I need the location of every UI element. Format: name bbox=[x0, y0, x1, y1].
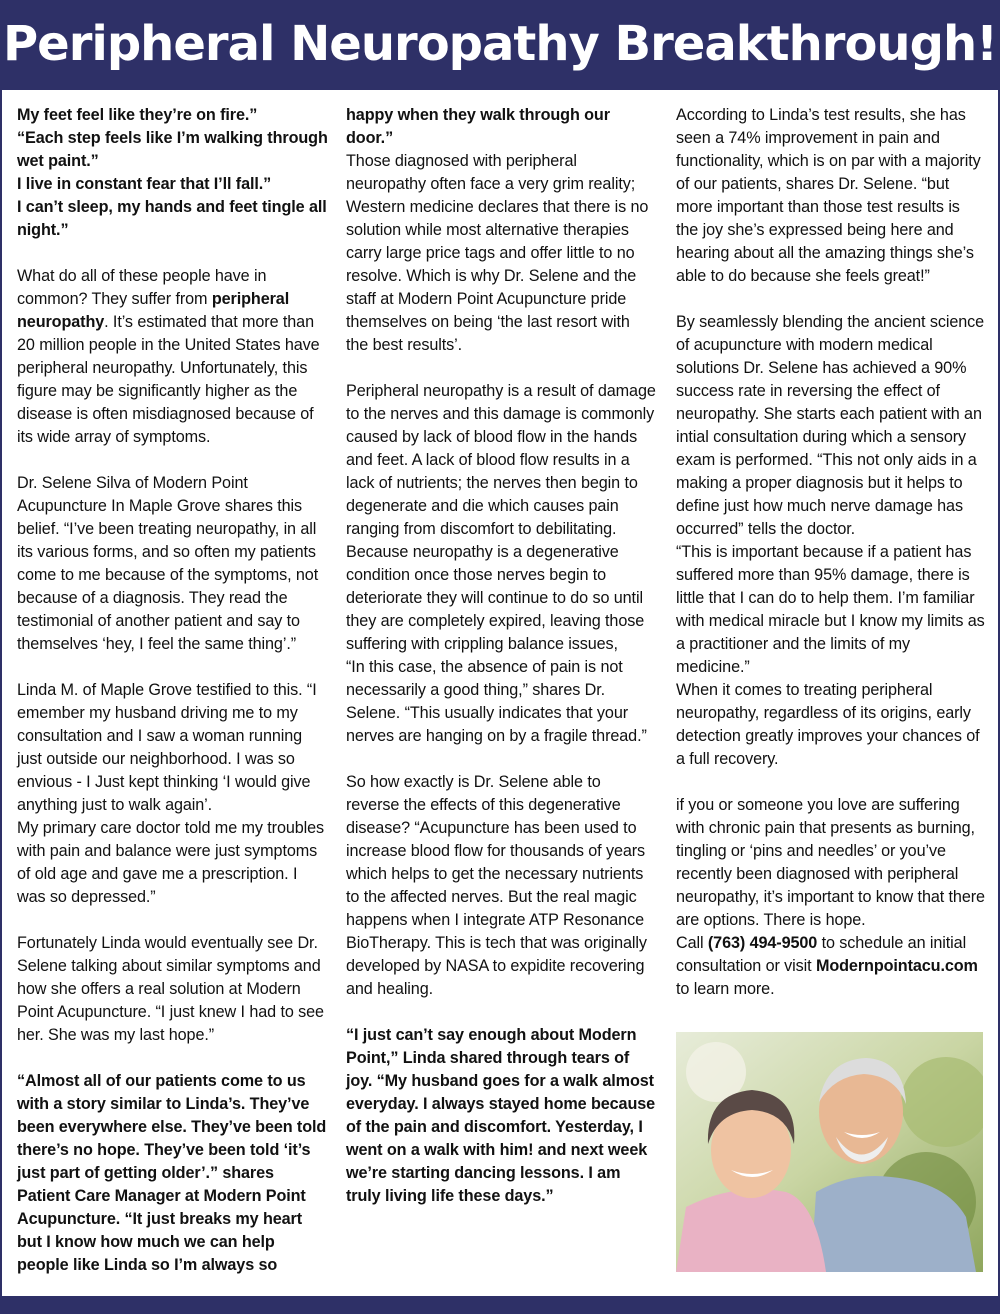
paragraph: Those diagnosed with peripheral neuropathy often face a very grim reality; Western medicine declares that there is no solution while most alternative therapies carry large price tags and offer little to no resolve. Which is why Dr. Selene and the staff at Modern Point Acupuncture pride themselves on being ‘the last resort with the best results’. bbox=[346, 152, 649, 354]
pull-quote: “Almost all of our patients come to us with a story similar to Linda’s. They’ve been everywhere else. They’ve been told there’s no hope. They’ve been told ‘it’s just part of getting older’.” shares Patient Care Manager at Modern Point Acupuncture. “It just breaks my heart but I know how much we can help people like Linda so I’m always so bbox=[17, 1072, 327, 1274]
website-link: Modernpointacu.com bbox=[815, 957, 978, 975]
paragraph-text: to schedule an initial consultation or visit bbox=[676, 934, 967, 975]
paragraph: So how exactly is Dr. Selene able to reverse the effects of this degenerative disease? “Acupuncture has been used to increase blood flow for thousands of years which helps to get the necessary nutrients to the affected nerves. But the real magic happens when I integrate ATP Resonance BioTherapy. This is tech that was originally developed by NASA to expidite recovering and healing. bbox=[346, 773, 647, 998]
paragraph-text: Call bbox=[676, 934, 708, 952]
paragraph: Peripheral neuropathy is a result of damage to the nerves and this damage is commonly caused by lack of blood flow in the hands and feet. A lack of blood flow results in a lack of nutrients; the nerves then begin to degenerate and die which causes pain ranging from discomfort to debilitating. Because neuropathy is a degenerative condition once those nerves begin to deteriorate they will continue to do so until they are completely expired, leaving those suffering with crippling balance issues, bbox=[346, 382, 656, 653]
testimonial-quote: I live in constant fear that I’ll fall.” bbox=[17, 175, 272, 193]
paragraph: if you or someone you love are suffering with chronic pain that presents as burning, tingling or ‘pins and needles’ or you’ve recently been diagnosed with peripheral neuropathy, it’s important to know that there are options. There is hope. bbox=[676, 796, 985, 929]
paragraph: Dr. Selene Silva of Modern Point Acupuncture In Maple Grove shares this belief. “I’ve been treating neuropathy, in all its various forms, and so often my patients come to me because of the symptoms, not because of a diagnosis. They read the testimonial of another patient and say to themselves ‘hey, I feel the same thing’.” bbox=[17, 474, 319, 653]
paragraph: My primary care doctor told me my troubles with pain and balance were just symptoms of old age and gave me a prescription. I was so depressed.” bbox=[17, 819, 325, 906]
paragraph: Linda M. of Maple Grove testified to this. “I emember my husband driving me to my consultation and I saw a woman running just outside our neighborhood. I was so envious - I Just kept thinking ‘I would give anything just to walk again’. bbox=[17, 681, 317, 814]
column-3 bbox=[676, 104, 986, 1001]
column-2 bbox=[346, 104, 656, 1208]
paragraph: When it comes to treating peripheral neuropathy, regardless of its origins, early detection greatly improves your chances of a full recovery. bbox=[676, 681, 980, 768]
paragraph: Fortunately Linda would eventually see Dr. Selene talking about similar symptoms and how she offers a real solution at Modern Point Acupuncture. “I just knew I had to see her. She was my last hope.” bbox=[17, 934, 324, 1044]
page-title: Peripheral Neuropathy Breakthrough! bbox=[2, 16, 998, 72]
pull-quote: happy when they walk through our door.” bbox=[346, 106, 610, 147]
paragraph: “In this case, the absence of pain is not necessarily a good thing,” shares Dr. Selene. “This usually indicates that your nerves are hanging on by a fragile thread.” bbox=[346, 658, 647, 745]
paragraph-text: to learn more. bbox=[676, 980, 775, 998]
paragraph: “This is important because if a patient has suffered more than 95% damage, there is little that I can do to help them. I’m familiar with medical miracle but I know my limits as a practitioner and the limits of my medicine.” bbox=[676, 543, 985, 676]
column-1 bbox=[17, 104, 329, 1277]
paragraph: By seamlessly blending the ancient science of acupuncture with modern medical solutions Dr. Selene has achieved a 90% success rate in reversing the effect of neuropathy. She starts each patient with an intial consultation during which a sensory exam is performed. “This not only aids in a making a proper diagnosis but it helps to define just how much nerve damage has occurred” tells the doctor. bbox=[676, 313, 985, 538]
phone-number: (763) 494-9500 bbox=[707, 934, 818, 952]
couple-photo bbox=[676, 1032, 983, 1272]
header-banner bbox=[2, 2, 998, 90]
emphasis-text: peripheral neuropathy bbox=[17, 290, 290, 331]
couple-photo-illustration bbox=[676, 1032, 983, 1272]
paragraph bbox=[17, 265, 329, 449]
pull-quote: “I just can’t say enough about Modern Point,” Linda shared through tears of joy. “My husband goes for a walk almost everyday. I always stayed home because of the pain and discomfort. Yesterday, I went on a walk with him! and next week we’re starting dancing lessons. I am truly living life these days.” bbox=[346, 1026, 656, 1205]
header-rule bbox=[2, 90, 998, 93]
testimonial-quote: My feet feel like they’re on fire.” bbox=[17, 106, 258, 124]
testimonial-quote: I can’t sleep, my hands and feet tingle all night.” bbox=[17, 198, 327, 239]
testimonial-quote: “Each step feels like I’m walking through wet paint.” bbox=[17, 129, 328, 170]
footer-bar bbox=[2, 1296, 998, 1312]
paragraph-text: What do all of these people have in common? They suffer from bbox=[17, 267, 267, 308]
call-to-action bbox=[676, 932, 986, 1001]
paragraph-text: . It’s estimated that more than 20 million people in the United States have peripheral neuropathy. Unfortunately, this figure may be significantly higher as the disease is often misdiagnosed because of its wide array of symptoms. bbox=[17, 313, 320, 446]
paragraph: According to Linda’s test results, she has seen a 74% improvement in pain and functionality, which is on par with a majority of our patients, shares Dr. Selene. “but more important than those test results is the joy she’s expressed being here and hearing about all the amazing things she’s able to do because she feels great!” bbox=[676, 106, 981, 285]
